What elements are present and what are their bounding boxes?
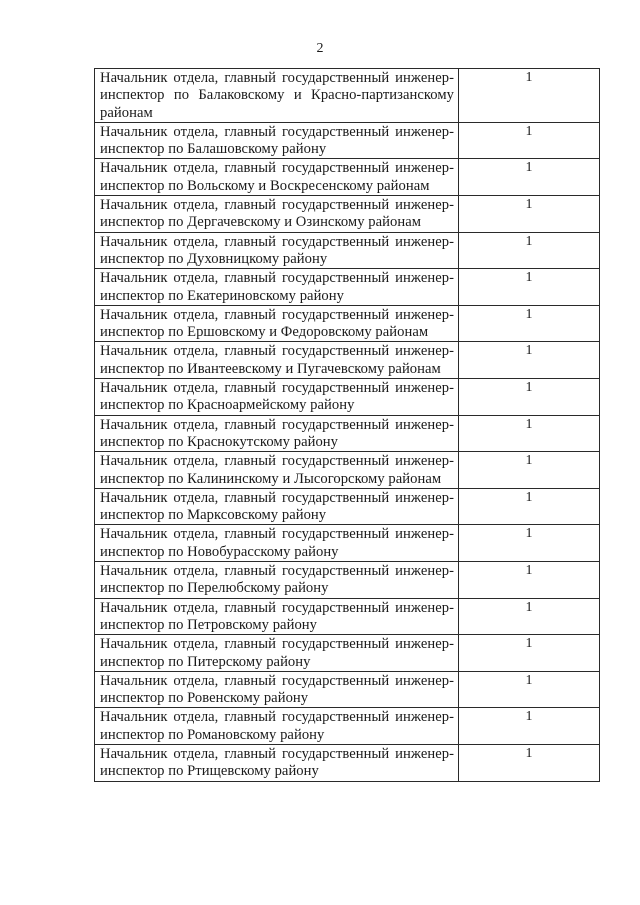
position-title-cell: Начальник отдела, главный государственный инженер-инспектор по Перелюбскому району xyxy=(95,562,459,599)
table-row xyxy=(95,342,600,379)
position-count-cell: 1 xyxy=(459,232,600,269)
table-row xyxy=(95,671,600,708)
position-title-cell: Начальник отдела, главный государственный инженер-инспектор по Балаковскому и Красно-партизанскому районам xyxy=(95,69,459,123)
position-title-cell: Начальник отдела, главный государственный инженер-инспектор по Ершовскому и Федоровскому районам xyxy=(95,305,459,342)
position-count-cell: 1 xyxy=(459,305,600,342)
table-row xyxy=(95,415,600,452)
table-row xyxy=(95,598,600,635)
position-count-cell: 1 xyxy=(459,744,600,781)
table-row xyxy=(95,708,600,745)
position-count-cell: 1 xyxy=(459,196,600,233)
position-count-cell: 1 xyxy=(459,342,600,379)
table-row xyxy=(95,122,600,159)
table-row xyxy=(95,159,600,196)
position-count-cell: 1 xyxy=(459,69,600,123)
position-title-cell: Начальник отдела, главный государственный инженер-инспектор по Марксовскому району xyxy=(95,488,459,525)
table-row xyxy=(95,232,600,269)
position-title-cell: Начальник отдела, главный государственный инженер-инспектор по Краснокутскому району xyxy=(95,415,459,452)
staff-positions-table xyxy=(94,68,600,782)
position-count-cell: 1 xyxy=(459,452,600,489)
position-count-cell: 1 xyxy=(459,379,600,416)
table-body xyxy=(95,69,600,782)
table-row xyxy=(95,525,600,562)
position-title-cell: Начальник отдела, главный государственный инженер-инспектор по Петровскому району xyxy=(95,598,459,635)
position-count-cell: 1 xyxy=(459,159,600,196)
position-count-cell: 1 xyxy=(459,708,600,745)
position-title-cell: Начальник отдела, главный государственный инженер-инспектор по Ровенскому району xyxy=(95,671,459,708)
position-title-cell: Начальник отдела, главный государственный инженер-инспектор по Екатериновскому району xyxy=(95,269,459,306)
position-title-cell: Начальник отдела, главный государственный инженер-инспектор по Романовскому району xyxy=(95,708,459,745)
table-row xyxy=(95,379,600,416)
position-title-cell: Начальник отдела, главный государственный инженер-инспектор по Питерскому району xyxy=(95,635,459,672)
page-number: 2 xyxy=(316,41,324,56)
table-row xyxy=(95,269,600,306)
position-count-cell: 1 xyxy=(459,635,600,672)
position-title-cell: Начальник отдела, главный государственный инженер-инспектор по Ивантеевскому и Пугачевскому районам xyxy=(95,342,459,379)
position-title-cell: Начальник отдела, главный государственный инженер-инспектор по Ртищевскому району xyxy=(95,744,459,781)
table-row xyxy=(95,635,600,672)
table-row xyxy=(95,562,600,599)
position-title-cell: Начальник отдела, главный государственный инженер-инспектор по Дергачевскому и Озинскому районам xyxy=(95,196,459,233)
position-count-cell: 1 xyxy=(459,488,600,525)
position-count-cell: 1 xyxy=(459,671,600,708)
position-title-cell: Начальник отдела, главный государственный инженер-инспектор по Красноармейскому району xyxy=(95,379,459,416)
table-row xyxy=(95,196,600,233)
position-title-cell: Начальник отдела, главный государственный инженер-инспектор по Балашовскому району xyxy=(95,122,459,159)
table-row xyxy=(95,488,600,525)
position-title-cell: Начальник отдела, главный государственный инженер-инспектор по Духовницкому району xyxy=(95,232,459,269)
position-title-cell: Начальник отдела, главный государственный инженер-инспектор по Новобурасскому району xyxy=(95,525,459,562)
position-count-cell: 1 xyxy=(459,525,600,562)
position-count-cell: 1 xyxy=(459,598,600,635)
position-count-cell: 1 xyxy=(459,269,600,306)
position-title-cell: Начальник отдела, главный государственный инженер-инспектор по Вольскому и Воскресенскому районам xyxy=(95,159,459,196)
position-title-cell: Начальник отдела, главный государственный инженер-инспектор по Калининскому и Лысогорскому районам xyxy=(95,452,459,489)
position-count-cell: 1 xyxy=(459,122,600,159)
position-count-cell: 1 xyxy=(459,562,600,599)
position-count-cell: 1 xyxy=(459,415,600,452)
table-row xyxy=(95,69,600,123)
table-row xyxy=(95,744,600,781)
table-row xyxy=(95,305,600,342)
table-row xyxy=(95,452,600,489)
